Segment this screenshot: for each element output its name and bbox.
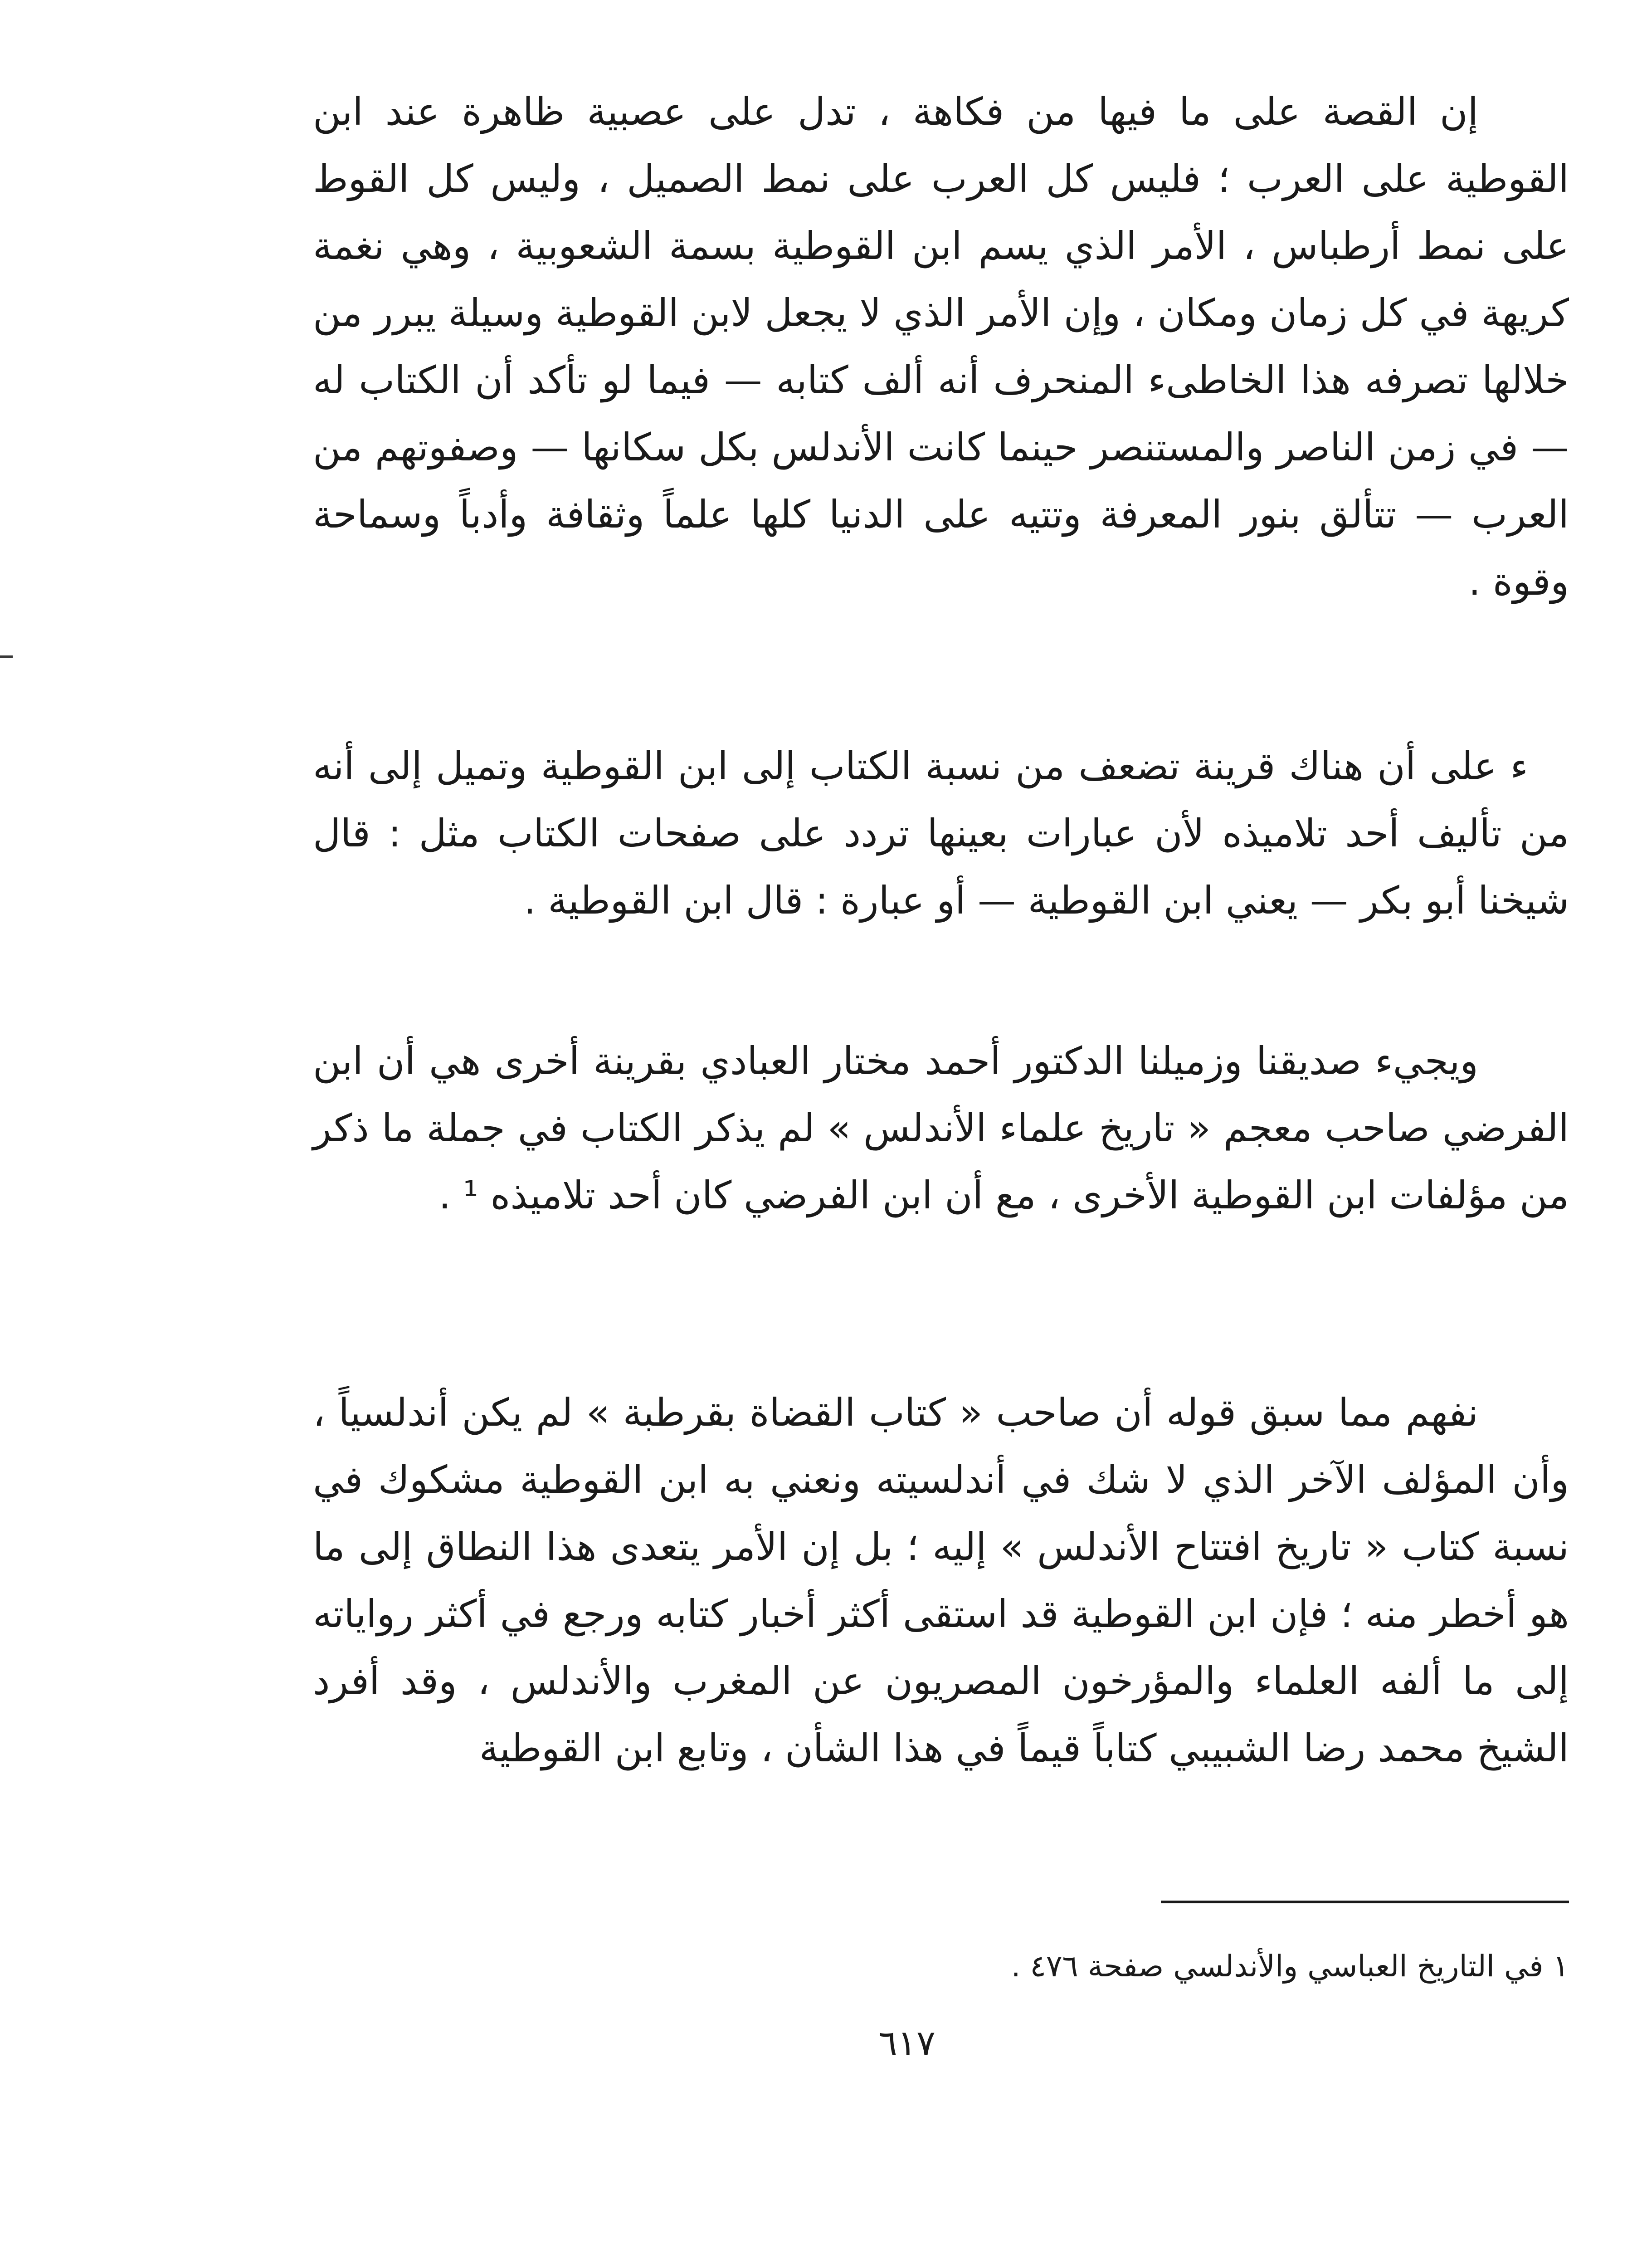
paragraph-1: إن القصة على ما فيها من فكاهة ، تدل على عصبية ظاهرة عند ابن القوطية على العرب ؛ فليس كل العرب على نمط الصميل ، وليس كل القوط على نمط أرطباس ، الأمر الذي يسم ابن القوطية بسمة الشعوبية ، وهي نغمة كريهة في كل زمان ومكان ، وإن الأمر الذي لا يجعل لابن القوطية وسيلة يبرر من خلالها تصرفه هذا الخاطىء المنحرف أنه ألف كتابه — فيما لو تأكد أن الكتاب له — في زمن الناصر والمستنصر حينما كانت الأندلس بكل سكانها — وصفوتهم من العرب — تتألق بنور المعرفة وتتيه على الدنيا كلها علماً وثقافة وأدباً وسماحة وقوة . [313,89,1569,604]
scan-edge-mark [0,655,13,658]
footnote-separator [1161,1901,1569,1903]
paragraph-2: ء على أن هناك قرينة تضعف من نسبة الكتاب إلى ابن القوطية وتميل إلى أنه من تأليف أحد تلاميذه لأن عبارات بعينها تردد على صفحات الكتاب مثل : قال شيخنا أبو بكر — يعني ابن القوطية — أو عبارة : قال ابن القوطية . [313,744,1569,923]
paragraph-3: ويجيء صديقنا وزميلنا الدكتور أحمد مختار العبادي بقرينة أخرى هي أن ابن الفرضي صاحب معجم « تاريخ علماء الأندلس » لم يذكر الكتاب في جملة ما ذكر من مؤلفات ابن القوطية الأخرى ، مع أن ابن الفرضي كان أحد تلاميذه ¹ . [313,1039,1569,1217]
page-number: ٦١٧ [878,2023,935,2064]
paragraph-4: نفهم مما سبق قوله أن صاحب « كتاب القضاة بقرطبة » لم يكن أندلسياً ، وأن المؤلف الآخر الذي لا شك في أندلسيته ونعني به ابن القوطية مشكوك في نسبة كتاب « تاريخ افتتاح الأندلس » إليه ؛ بل إن الأمر يتعدى هذا النطاق إلى ما هو أخطر منه ؛ فإن ابن القوطية قد استقى أكثر أخبار كتابه ورجع في أكثر رواياته إلى ما ألفه العلماء والمؤرخون المصريون عن المغرب والأندلس ، وقد أفرد الشيخ محمد رضا الشبيبي كتاباً قيماً في هذا الشأن ، وتابع ابن القوطية [313,1390,1569,1770]
footnote: ١ في التاريخ العباسي والأندلسي صفحة ٤٧٦ . [1011,1949,1569,1984]
